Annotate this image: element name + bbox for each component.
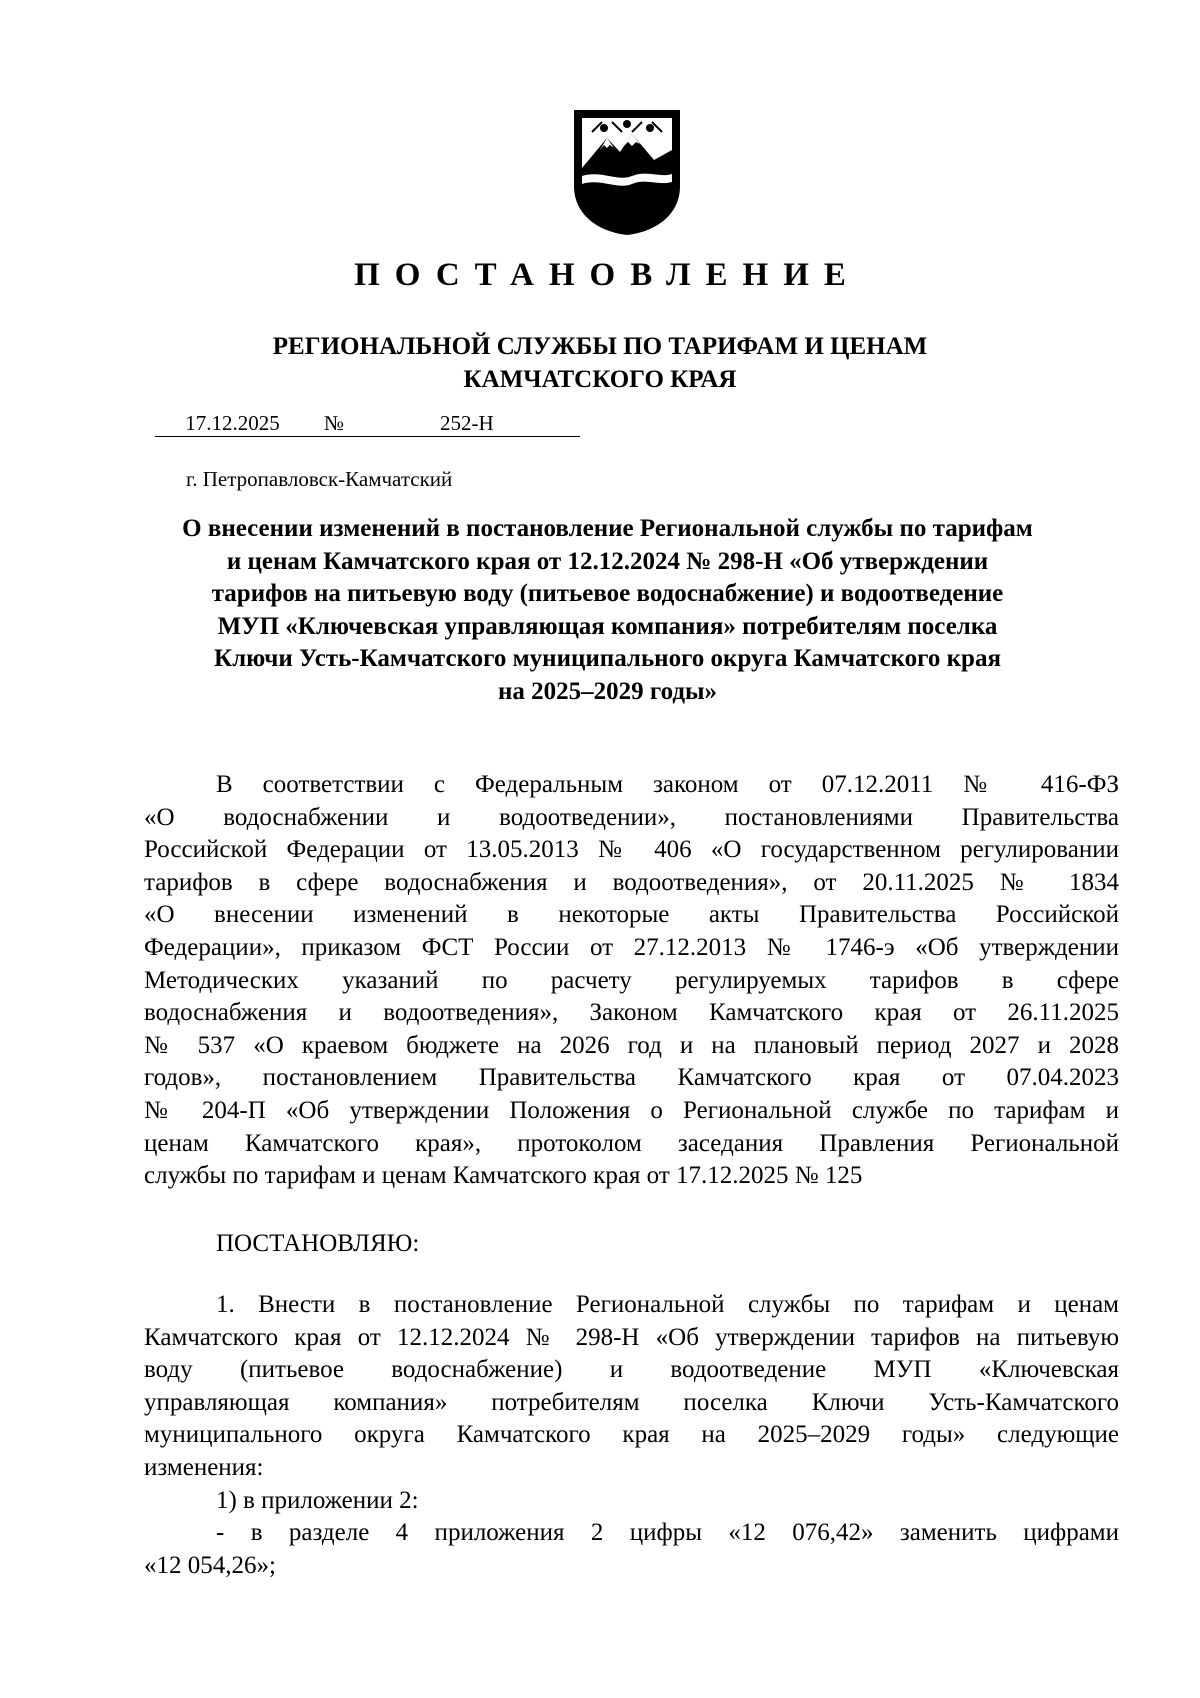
resolution-item: [144, 1289, 1119, 1582]
number-sign: №: [310, 410, 358, 437]
preamble-line: тарифов в сфере водоснабжения и водоотведения», от 20.11.2025 № 1834: [144, 868, 1119, 896]
document-subject: [130, 513, 1085, 708]
item-line: муниципального округа Камчатского края на 2025–2029 годы» следующие: [144, 1421, 1119, 1449]
decree-word: ПОСТАНОВЛЯЮ:: [216, 1230, 420, 1257]
subject-line: тарифов на питьевую воду (питьевое водоснабжение) и водоотведение: [211, 580, 1004, 607]
item-line: воду (питьевое водоснабжение) и водоотведение МУП «Ключевская: [144, 1356, 1119, 1384]
item-line: «12 054,26»;: [144, 1551, 276, 1579]
item-line: управляющая компания» потребителям поселка Ключи Усть-Камчатского: [144, 1388, 1119, 1416]
issuing-authority: [0, 330, 1200, 396]
preamble-line: Федерации», приказом ФСТ России от 27.12.2013 № 1746-э «Об утверждении: [144, 933, 1119, 961]
document-number: 252-Н: [440, 411, 494, 435]
preamble-line: Методических указаний по расчету регулируемых тарифов в сфере: [144, 966, 1119, 994]
item-line: 1. Внести в постановление Региональной службы по тарифам и ценам: [216, 1291, 1119, 1318]
preamble-line: годов», постановлением Правительства Камчатского края от 07.04.2023: [144, 1064, 1119, 1092]
preamble-line: Российской Федерации от 13.05.2013 № 406 «О государственном регулировании: [144, 836, 1119, 864]
preamble-line: службы по тарифам и ценам Камчатского края от 17.12.2025 № 125: [144, 1162, 863, 1190]
subject-line: О внесении изменений в постановление Региональной службы по тарифам: [182, 515, 1033, 542]
issuing-authority-line: РЕГИОНАЛЬНОЙ СЛУЖБЫ ПО ТАРИФАМ И ЦЕНАМ: [272, 333, 928, 360]
item-line: 1) в приложении 2:: [216, 1486, 419, 1514]
subject-line: на 2025–2029 годы»: [497, 677, 718, 705]
preamble-line: № 204-П «Об утверждении Положения о Региональной службе по тарифам и: [144, 1096, 1119, 1124]
kamchatka-coat-of-arms-icon: [572, 108, 682, 236]
preamble-line: ценам Камчатского края», протоколом заседания Правления Региональной: [144, 1129, 1119, 1157]
document-date: 17.12.2025: [155, 410, 310, 437]
document-title: ПОСТАНОВЛЕНИЕ: [354, 257, 861, 293]
document-city: г. Петропавловск-Камчатский: [186, 467, 453, 491]
preamble-paragraph: [144, 769, 1119, 1193]
preamble-line: № 537 «О краевом бюджете на 2026 год и на плановый период 2027 и 2028: [144, 1031, 1119, 1059]
document-number-field: [358, 410, 580, 437]
preamble-line: «О водоснабжении и водоотведении», постановлениями Правительства: [144, 803, 1119, 831]
item-line: изменения:: [144, 1453, 264, 1481]
issuing-authority-line: КАМЧАТСКОГО КРАЯ: [463, 366, 737, 393]
item-line: - в разделе 4 приложения 2 цифры «12 076,42» заменить цифрами: [216, 1519, 1119, 1547]
subject-line: МУП «Ключевская управляющая компания» потребителям поселка: [217, 612, 998, 640]
subject-line: Ключи Усть-Камчатского муниципального округа Камчатского края: [214, 645, 1001, 672]
preamble-line: В соответствии с Федеральным законом от 07.12.2011 № 416-ФЗ: [216, 771, 1119, 798]
preamble-line: водоснабжения и водоотведения», Законом Камчатского края от 26.11.2025: [144, 999, 1119, 1027]
preamble-line: «О внесении изменений в некоторые акты Правительства Российской: [144, 901, 1119, 929]
subject-line: и ценам Камчатского края от 12.12.2024 № 298-Н «Об утверждении: [226, 547, 989, 575]
item-line: Камчатского края от 12.12.2024 № 298-Н «Об утверждении тарифов на питьевую: [144, 1323, 1119, 1351]
